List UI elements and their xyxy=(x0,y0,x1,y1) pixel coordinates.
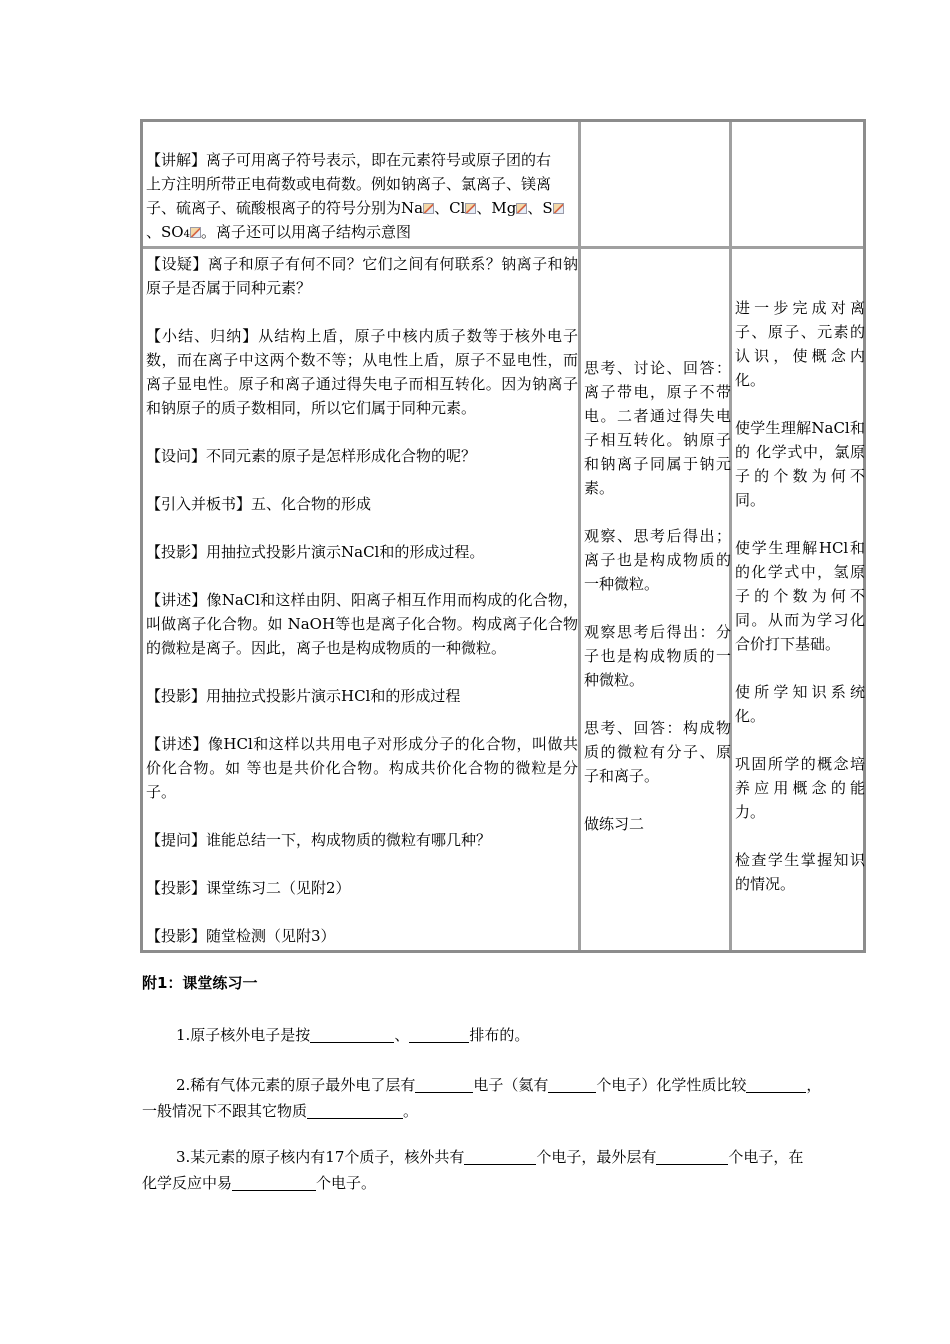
row1-teacher-cell xyxy=(146,148,578,247)
broken-image-icon xyxy=(465,203,476,214)
text-span: 个电子，最外层有 xyxy=(536,1148,657,1166)
paragraph: 思考、讨论、回答：离子带电，原子不带电。二者通过得失电子相互转化。钠原子和钠离子同属于钠元素。 xyxy=(584,359,731,497)
answer-blank[interactable] xyxy=(548,1076,596,1093)
text-span: 1.原子核外电子是按 xyxy=(176,1026,311,1044)
paragraph: 做练习二 xyxy=(584,815,645,833)
paragraph: 检查学生掌握知识的情况。 xyxy=(735,851,865,893)
text-span: 、Mg xyxy=(476,199,517,217)
paragraph: 【引入并板书】五、化合物的形成 xyxy=(146,495,372,513)
text-span: 电子（氦有 xyxy=(473,1076,549,1094)
text-line: 上方注明所带正电荷数或电荷数。例如钠离子、氯离子、镁离 xyxy=(146,175,552,193)
text-line xyxy=(146,220,578,247)
text-span: 排布的。 xyxy=(469,1026,530,1044)
paragraph: 使学生理解HCl和的化学式中，氢原子的个数为何不同。从而为学习化合价打下基础。 xyxy=(735,539,865,653)
subscript: 4 xyxy=(183,229,190,240)
text-span: 个电子）化学性质比较 xyxy=(596,1076,747,1094)
text-span: 、 xyxy=(394,1026,410,1044)
text-span: 一般情况下不跟其它物质 xyxy=(142,1102,308,1120)
text-line xyxy=(142,1170,868,1196)
paragraph: 【提问】谁能总结一下，构成物质的微粒有哪几种？ xyxy=(146,831,492,849)
paragraph: 巩固所学的概念培养应用概念的能力。 xyxy=(735,755,865,821)
paragraph: 【小结、归纳】从结构上盾，原子中核内质子数等于核外电子数，而在离子中这两个数不等；从电性上盾，原子不显电性，而离子显电性。原子和离子通过得失电子而相互转化。因为钠离子和钠原子的质子数相同，所以它们属于同种元素。 xyxy=(146,327,578,417)
exercise-question-2 xyxy=(142,1072,868,1124)
paragraph: 使学生理解NaCl和的 化学式中，氯原子的个数为何不同。 xyxy=(735,419,865,509)
text-span: 化学反应中易 xyxy=(142,1174,233,1192)
paragraph: 【设问】不同元素的原子是怎样形成化合物的呢？ xyxy=(146,447,477,465)
exercise-question-1 xyxy=(176,1022,529,1048)
text-line xyxy=(142,1072,868,1098)
paragraph: 【投影】课堂练习二（见附2） xyxy=(146,879,351,897)
paragraph: 使所学知识系统化。 xyxy=(735,683,865,725)
answer-blank[interactable] xyxy=(746,1076,806,1093)
paragraph: 【讲述】像NaCl和这样由阴、阳离子相互作用而构成的化合物，叫做离子化合物。如 NaOH等也是离子化合物。构成离子化合物的微粒是离子。因此，离子也是构成物质的一种微粒。 xyxy=(146,591,578,657)
text-span: 个电子，在 xyxy=(728,1148,804,1166)
broken-image-icon xyxy=(516,203,527,214)
paragraph: 思考、回答：构成物质的微粒有分子、原子和离子。 xyxy=(584,719,731,785)
paragraph: 【讲述】像HCl和这样以共用电子对形成分子的化合物，叫做共价化合物。如 等也是共价化合物。构成共价化合物的微粒是分子。 xyxy=(146,735,578,801)
text-span: 个电子。 xyxy=(316,1174,377,1192)
text-span: 、S xyxy=(527,199,553,217)
text-span: 2.稀有气体元素的原子最外电了层有 xyxy=(176,1076,416,1094)
answer-blank[interactable] xyxy=(464,1148,536,1165)
paragraph: 进一步完成对离子、原子、元素的认识，使概念内化。 xyxy=(735,299,865,389)
answer-blank[interactable] xyxy=(656,1148,728,1165)
text-span: 、Cl xyxy=(434,199,466,217)
appendix-title: 附1：课堂练习一 xyxy=(142,974,258,992)
exercise-question-3 xyxy=(142,1144,868,1196)
row2-purpose-cell xyxy=(735,296,865,896)
broken-image-icon xyxy=(423,203,434,214)
answer-blank[interactable] xyxy=(232,1174,316,1191)
text-span: 子、硫离子、硫酸根离子的符号分别为Na xyxy=(146,199,424,217)
broken-image-icon xyxy=(553,203,564,214)
paragraph: 【投影】随堂检测（见附3） xyxy=(146,927,336,945)
text-span: 3.某元素的原子核内有17个质子，核外共有 xyxy=(176,1148,465,1166)
paragraph: 观察思考后得出：分子也是构成物质的一种微粒。 xyxy=(584,623,731,689)
answer-blank[interactable] xyxy=(415,1076,473,1093)
text-span: 、SO xyxy=(146,223,184,241)
text-line xyxy=(142,1098,868,1124)
text-line: 【讲解】离子可用离子符号表示，即在元素符号或原子团的右 xyxy=(146,151,552,169)
row2-teacher-cell xyxy=(146,252,578,948)
broken-image-icon xyxy=(190,227,201,238)
lesson-table xyxy=(140,119,866,953)
row2-student-cell xyxy=(584,356,731,836)
paragraph: 观察、思考后得出；离子也是构成物质的一种微粒。 xyxy=(584,527,731,593)
text-line xyxy=(146,196,578,220)
paragraph: 【设疑】离子和原子有何不同？它们之间有何联系？钠离子和钠原子是否属于同种元素？ xyxy=(146,255,578,297)
answer-blank[interactable] xyxy=(310,1026,394,1043)
paragraph: 【投影】用抽拉式投影片演示HCl和的形成过程 xyxy=(146,687,461,705)
paragraph: 【投影】用抽拉式投影片演示NaCl和的形成过程。 xyxy=(146,543,485,561)
text-span: 。 xyxy=(403,1102,419,1120)
text-span: 。离子还可以用离子结构示意图 xyxy=(200,223,411,241)
text-span: ， xyxy=(806,1076,822,1094)
answer-blank[interactable] xyxy=(409,1026,469,1043)
answer-blank[interactable] xyxy=(307,1102,403,1119)
text-line xyxy=(142,1144,868,1170)
